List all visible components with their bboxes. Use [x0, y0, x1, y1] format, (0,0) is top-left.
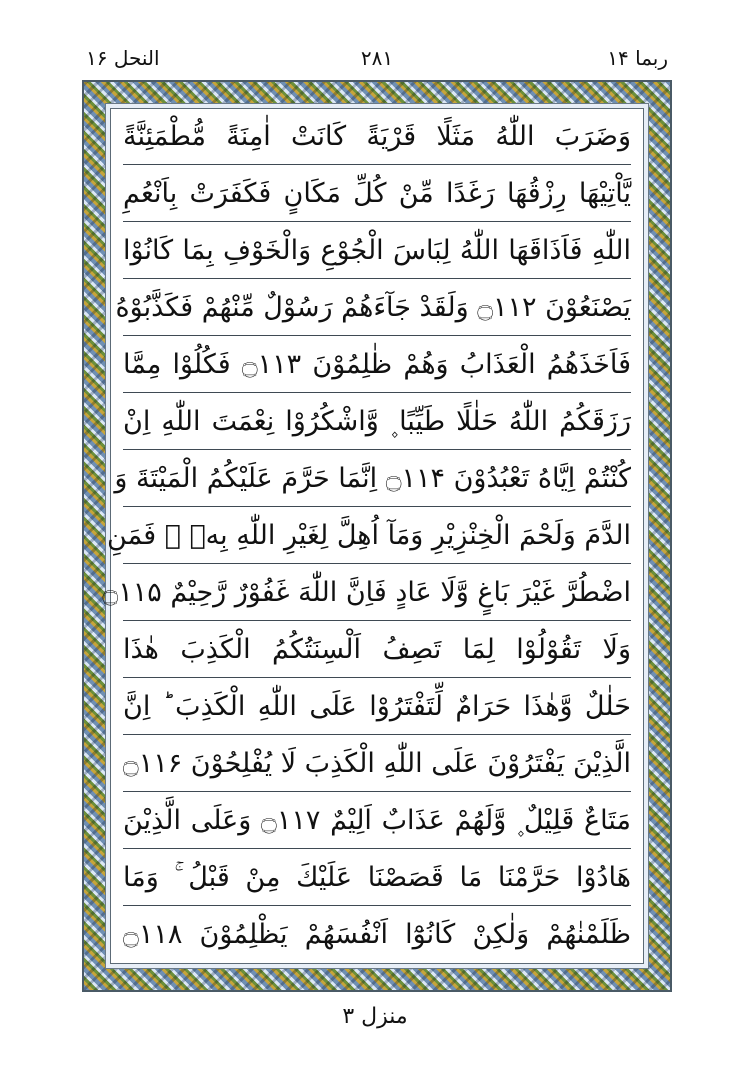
text-line: فَاَخَذَهُمُ الْعَذَابُ وَهُمْ ظٰلِمُوْنَ ۝۱۱۳ فَكُلُوْا مِمَّا: [123, 337, 631, 393]
decorative-border: [82, 80, 672, 992]
quran-text: [102, 109, 631, 963]
text-line: ظَلَمْنٰهُمْ وَلٰكِنْ كَانُوْٓا اَنْفُسَهُمْ يَظْلِمُوْنَ ۝۱۱۸: [123, 919, 631, 950]
manzil-footer: منزل ۳: [342, 1004, 408, 1029]
text-line: وَلَا تَقُوْلُوْا لِمَا تَصِفُ اَلْسِنَتُكُمُ الْكَذِبَ هٰذَا: [123, 622, 631, 678]
text-panel: [102, 108, 644, 964]
text-line: الدَّمَ وَلَحْمَ الْخِنْزِيْرِ وَمَآ اُهِلَّ لِغَيْرِ اللّٰهِ بِهٖ ۚ فَمَنِ: [123, 508, 631, 564]
text-line: هَادُوْا حَرَّمْنَا مَا قَصَصْنَا عَلَيْكَ مِنْ قَبْلُ ۚ وَمَا: [123, 850, 631, 906]
surah-label: النحل ۱۶: [86, 46, 160, 70]
text-line: حَلٰلٌ وَّهٰذَا حَرَامٌ لِّتَفْتَرُوْا عَلَى اللّٰهِ الْكَذِبَ ؕ اِنَّ: [123, 679, 631, 735]
text-line: مَتَاعٌ قَلِيْلٌ ۪ وَّلَهُمْ عَذَابٌ اَلِيْمٌ ۝۱۱۷ وَعَلَى الَّذِيْنَ: [123, 793, 631, 849]
text-line: كُنْتُمْ اِيَّاهُ تَعْبُدُوْنَ ۝۱۱۴ اِنَّمَا حَرَّمَ عَلَيْكُمُ الْمَيْتَةَ وَ: [123, 451, 631, 507]
text-line: يَصْنَعُوْنَ ۝۱۱۲ وَلَقَدْ جَآءَهُمْ رَسُوْلٌ مِّنْهُمْ فَكَذَّبُوْهُ: [123, 280, 631, 336]
text-line: رَزَقَكُمُ اللّٰهُ حَلٰلًا طَيِّبًا ۪ وَّاشْكُرُوْا نِعْمَتَ اللّٰهِ اِنْ: [123, 394, 631, 450]
text-line: الَّذِيْنَ يَفْتَرُوْنَ عَلَى اللّٰهِ الْكَذِبَ لَا يُفْلِحُوْنَ ۝۱۱۶: [123, 736, 631, 792]
page-number: ۲۸۱: [360, 46, 394, 70]
page-header: [86, 40, 668, 80]
text-line: وَضَرَبَ اللّٰهُ مَثَلًا قَرْيَةً كَانَتْ اٰمِنَةً مُّطْمَئِنَّةً: [123, 109, 631, 165]
text-line: اضْطُرَّ غَيْرَ بَاغٍ وَّلَا عَادٍ فَاِنَّ اللّٰهَ غَفُوْرٌ رَّحِيْمٌ ۝۱۱۵: [123, 565, 631, 621]
text-line: يَّاْتِيْهَا رِزْقُهَا رَغَدًا مِّنْ كُلِّ مَكَانٍ فَكَفَرَتْ بِاَنْعُمِ: [123, 166, 631, 222]
juz-label: ربما ۱۴: [607, 46, 668, 70]
text-line: اللّٰهِ فَاَذَاقَهَا اللّٰهُ لِبَاسَ الْجُوْعِ وَالْخَوْفِ بِمَا كَانُوْا: [123, 223, 631, 279]
